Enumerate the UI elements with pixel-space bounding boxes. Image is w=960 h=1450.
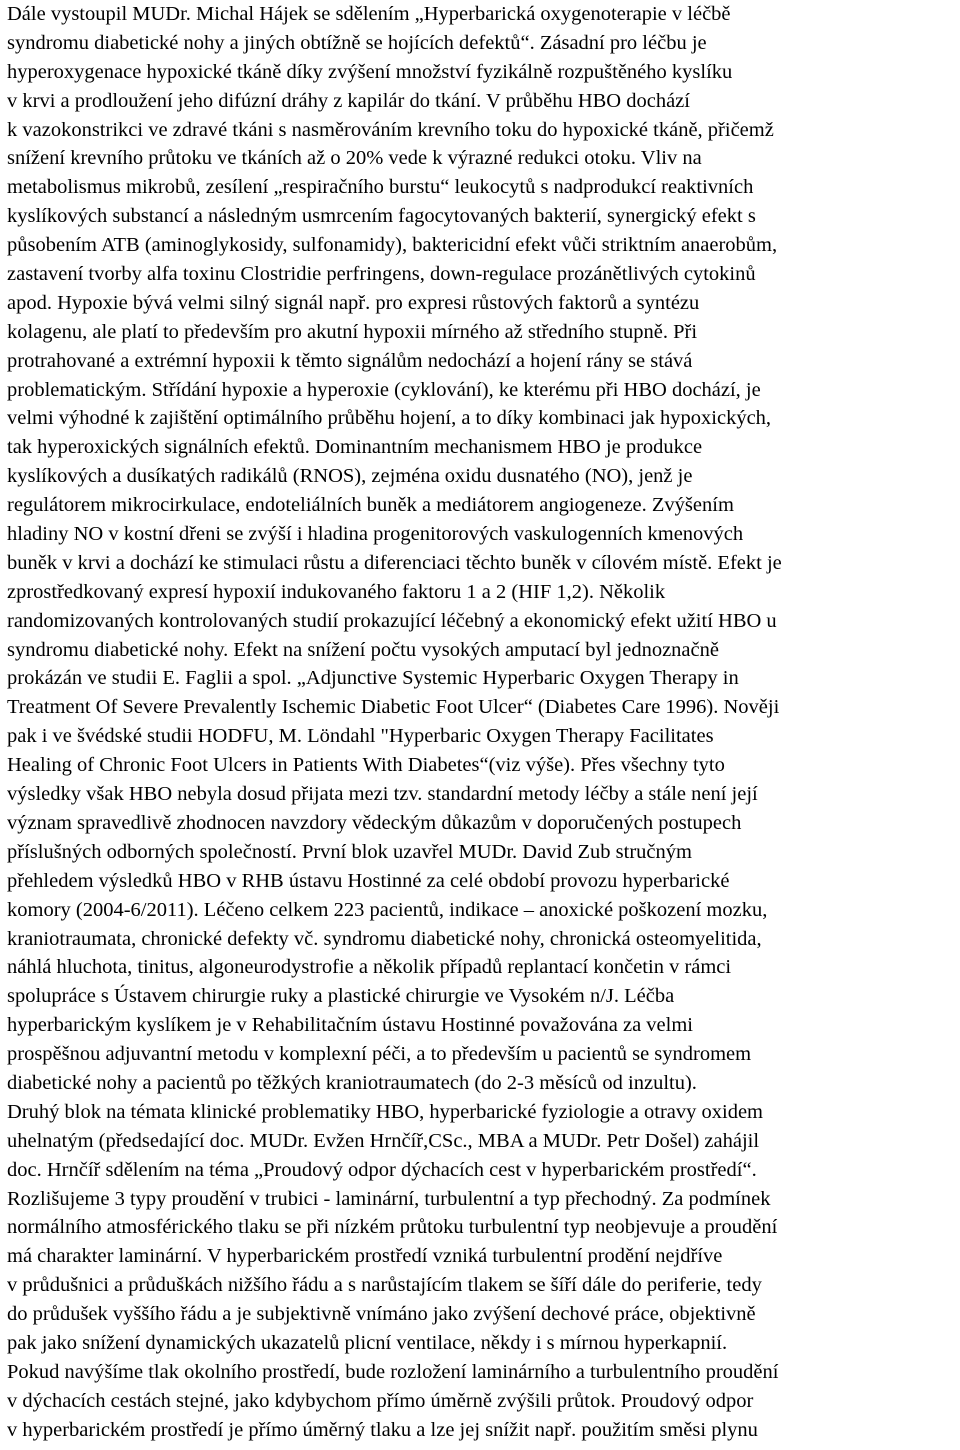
- text-line: zprostředkovaný expresí hypoxií indukovaného faktoru 1 a 2 (HIF 1,2). Několik: [7, 580, 666, 603]
- text-line: hyperbarickým kyslíkem je v Rehabilitačním ústavu Hostinné považována za velmi: [7, 1014, 693, 1037]
- text-line: uhelnatým (předsedající doc. MUDr. Evžen Hrnčíř,CSc., MBA a MUDr. Petr Došel) zahájil: [7, 1129, 760, 1152]
- text-line: působením ATB (aminoglykosidy, sulfonamidy), baktericidní efekt vůči striktním anaerobům,: [7, 234, 778, 257]
- text-line: výsledky však HBO nebyla dosud přijata mezi tzv. standardní metody léčby a stále není její: [7, 783, 758, 806]
- text-line: význam spravedlivě zhodnocen navzdory vědeckým důkazům v doporučených postupech: [7, 811, 742, 834]
- text-line: příslušných odborných společností. První blok uzavřel MUDr. David Zub stručným: [7, 840, 692, 863]
- text-line: kolagenu, ale platí to především pro akutní hypoxii mírného až středního stupně. Při: [7, 320, 698, 343]
- text-line: v hyperbarickém prostředí je přímo úměrný tlaku a lze jej snížit např. použitím směsi plynu: [7, 1418, 758, 1441]
- text-line: má charakter laminární. V hyperbarickém prostředí vzniká turbulentní prodění nejdříve: [7, 1245, 723, 1268]
- text-line: do průdušek vyššího řádu a je subjektivně vnímáno jako zvýšení dechové práce, objektivně: [7, 1303, 756, 1326]
- text-line: normálního atmosférického tlaku se při nízkém průtoku turbulentní typ neobjevuje a proudění: [7, 1216, 778, 1239]
- text-line: syndromu diabetické nohy. Efekt na snížení počtu vysokých amputací byl jednoznačně: [7, 638, 719, 661]
- text-line: kraniotraumata, chronické defekty vč. syndromu diabetické nohy, chronická osteomyelitida,: [7, 927, 762, 950]
- text-line: snížení krevního průtoku ve tkáních až o 20% vede k výrazné redukci otoku. Vliv na: [7, 147, 702, 170]
- text-line: hladiny NO v kostní dřeni se zvýší i hladina progenitorových vaskulogenních kmenových: [7, 523, 744, 546]
- text-line: Rozlišujeme 3 typy proudění v trubici - laminární, turbulentní a typ přechodný. Za podmínek: [7, 1187, 771, 1210]
- text-line: v dýchacích cestách stejné, jako kdybychom přímo úměrně zvýšili průtok. Proudový odpor: [7, 1389, 754, 1412]
- text-line: velmi výhodné k zajištění optimálního průběhu hojení, a to díky kombinaci jak hypoxických,: [7, 407, 772, 430]
- text-line: spolupráce s Ústavem chirurgie ruky a plastické chirurgie ve Vysokém n/J. Léčba: [7, 985, 675, 1008]
- text-line: randomizovaných kontrolovaných studií prokazující léčebný a ekonomický efekt užití HBO u: [7, 609, 777, 632]
- text-line: tak hyperoxických signálních efektů. Dominantním mechanismem HBO je produkce: [7, 436, 703, 459]
- text-line: komory (2004-6/2011). Léčeno celkem 223 pacientů, indikace – anoxické poškození mozku,: [7, 898, 768, 921]
- text-line: kyslíkových substancí a následným usmrcením fagocytovaných bakterií, synergický efekt s: [7, 205, 756, 228]
- text-line: hyperoxygenace hypoxické tkáně díky zvýšení množství fyzikálně rozpuštěného kyslíku: [7, 60, 733, 83]
- text-line: v průdušnici a průduškách nižšího řádu a s narůstajícím tlakem se šíří dále do periferie, tedy: [7, 1274, 762, 1297]
- text-line: protrahované a extrémní hypoxii k těmto signálům nedochází a hojení rány se stává: [7, 349, 693, 372]
- text-line: buněk v krvi a dochází ke stimulaci růstu a diferenciaci těchto buněk v cílovém místě. Efekt je: [7, 551, 782, 574]
- text-line: zastavení tvorby alfa toxinu Clostridie perfringens, down-regulace prozánětlivých cytokinů: [7, 263, 756, 286]
- text-line: Dále vystoupil MUDr. Michal Hájek se sdělením „Hyperbarická oxygenoterapie v léčbě: [7, 3, 731, 25]
- text-line: kyslíkových a dusíkatých radikálů (RNOS), zejména oxidu dusnatého (NO), jenž je: [7, 465, 693, 488]
- text-line: pak i ve švédské studii HODFU, M. Löndahl "Hyperbaric Oxygen Therapy Facilitates: [7, 725, 714, 748]
- text-line: přehledem výsledků HBO v RHB ústavu Hostinné za celé období provozu hyperbarické: [7, 869, 730, 892]
- text-line: problematickým. Střídání hypoxie a hyperoxie (cyklování), ke kterému při HBO dochází, je: [7, 378, 761, 401]
- text-line: pak jako snížení dynamických ukazatelů plicní ventilace, někdy i s mírnou hyperkapnií.: [7, 1331, 728, 1354]
- text-line: Healing of Chronic Foot Ulcers in Patients With Diabetes“(viz výše). Přes všechny tyto: [7, 754, 725, 777]
- text-line: v krvi a prodloužení jeho difúzní dráhy z kapilár do tkání. V průběhu HBO dochází: [7, 89, 690, 112]
- text-line: náhlá hluchota, tinitus, algoneurodystrofie a několik případů replantací končetin v rámci: [7, 956, 732, 979]
- text-line: Treatment Of Severe Prevalently Ischemic Diabetic Foot Ulcer“ (Diabetes Care 1996). Nověji: [7, 696, 780, 719]
- text-line: Pokud navýšíme tlak okolního prostředí, bude rozložení laminárního a turbulentního proudění: [7, 1360, 779, 1383]
- body-text: [7, 0, 957, 1445]
- text-line: k vazokonstrikci ve zdravé tkáni s nasměrováním krevního toku do hypoxické tkáně, přičemž: [7, 118, 774, 141]
- text-line: regulátorem mikrocirkulace, endoteliálních buněk a mediátorem angiogeneze. Zvýšením: [7, 494, 734, 517]
- text-line: doc. Hrnčíř sdělením na téma „Proudový odpor dýchacích cest v hyperbarickém prostředí“.: [7, 1158, 757, 1181]
- text-line: diabetické nohy a pacientů po těžkých kraniotraumatech (do 2-3 měsíců od inzultu).: [7, 1071, 697, 1094]
- text-line: Druhý blok na témata klinické problematiky HBO, hyperbarické fyziologie a otravy oxidem: [7, 1100, 763, 1123]
- text-line: syndromu diabetické nohy a jiných obtížně se hojících defektů“. Zásadní pro léčbu je: [7, 31, 707, 54]
- text-line: apod. Hypoxie bývá velmi silný signál např. pro expresi růstových faktorů a syntézu: [7, 291, 700, 314]
- text-line: prospěšnou adjuvantní metodu v komplexní péči, a to především u pacientů se syndromem: [7, 1043, 752, 1066]
- text-line: metabolismus mikrobů, zesílení „respiračního burstu“ leukocytů s nadprodukcí reaktivních: [7, 176, 754, 199]
- text-line: prokázán ve studii E. Faglii a spol. „Adjunctive Systemic Hyperbaric Oxygen Therapy in: [7, 667, 739, 690]
